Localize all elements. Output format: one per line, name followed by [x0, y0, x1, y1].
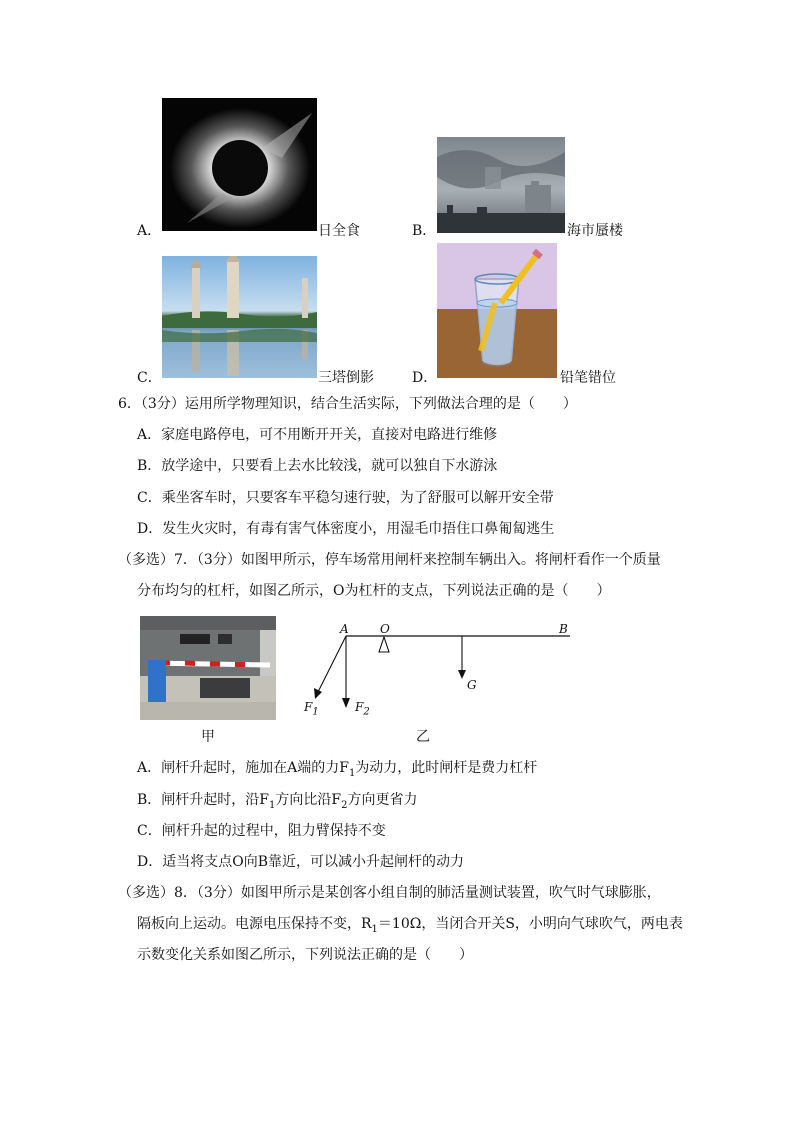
- question-7-option-a: A．闸杆升起时，施加在A端的力$F_1$为动力，此时闸杆是费力杠杆: [137, 760, 538, 779]
- question-6-option-a: A．家庭电路停电，可不用断开开关，直接对电路进行维修: [137, 427, 498, 443]
- figure-jia-label: 甲: [201, 729, 215, 745]
- option-d-caption: 铅笔错位: [560, 370, 616, 386]
- lever-label-b: B: [559, 622, 568, 636]
- lever-label-f1: $F_1$: [304, 700, 319, 718]
- option-a-caption: 日全食: [318, 223, 360, 239]
- mirage-image: [437, 137, 565, 233]
- question-7-option-d: D．适当将支点O向B靠近，可以减小升起闸杆的动力: [137, 854, 464, 870]
- option-b-letter: B．: [412, 223, 437, 239]
- lever-label-f2: $F_2$: [355, 700, 370, 718]
- option-b-caption: 海市蜃楼: [567, 223, 623, 239]
- lever-label-g: G: [467, 678, 477, 692]
- question-7-stem-line2: 分布均匀的杠杆，如图乙所示，O为杠杆的支点，下列说法正确的是（ ）: [137, 583, 611, 599]
- figure-yi-label: 乙: [416, 729, 430, 745]
- parking-barrier-photo: [140, 616, 276, 720]
- three-pagodas-reflection-image: [162, 256, 317, 378]
- option-a-letter: A．: [137, 223, 162, 239]
- question-8-stem-line2: 隔板向上运动。电源电压保持不变，$R_1=10\Omega$，当闭合开关S，小明向气球吹气，两电表: [137, 916, 683, 935]
- question-7-option-c: C．闸杆升起的过程中，阻力臂保持不变: [137, 823, 386, 839]
- question-7-option-b: B．闸杆升起时，沿$F_1$方向比沿$F_2$方向更省力: [137, 792, 418, 811]
- question-6-stem: 6．（3分）运用所学物理知识，结合生活实际，下列做法合理的是（ ）: [118, 396, 577, 412]
- lever-label-a: A: [340, 622, 349, 636]
- question-6-option-d: D．发生火灾时，有毒有害气体密度小，用湿毛巾捂住口鼻匍匐逃生: [137, 521, 555, 537]
- option-c-letter: C．: [137, 370, 162, 386]
- pencil-in-water-image: [437, 243, 557, 378]
- solar-eclipse-image: [162, 98, 317, 231]
- option-c-caption: 三塔倒影: [318, 370, 374, 386]
- option-d-letter: D．: [412, 370, 438, 386]
- question-8-stem-line1: （多选）8．（3分）如图甲所示是某创客小组自制的肺活量测试装置，吹气时气球膨胀，: [118, 885, 661, 901]
- lever-label-o: O: [380, 622, 390, 636]
- question-8-stem-line3: 示数变化关系如图乙所示，下列说法正确的是（ ）: [137, 947, 473, 963]
- question-6-option-b: B．放学途中，只要看上去水比较浅，就可以独自下水游泳: [137, 458, 498, 474]
- question-7-stem-line1: （多选）7．（3分）如图甲所示，停车场常用闸杆来控制车辆出入。将闸杆看作一个质量: [118, 552, 661, 568]
- question-6-option-c: C．乘坐客车时，只要客车平稳匀速行驶，为了舒服可以解开安全带: [137, 490, 554, 506]
